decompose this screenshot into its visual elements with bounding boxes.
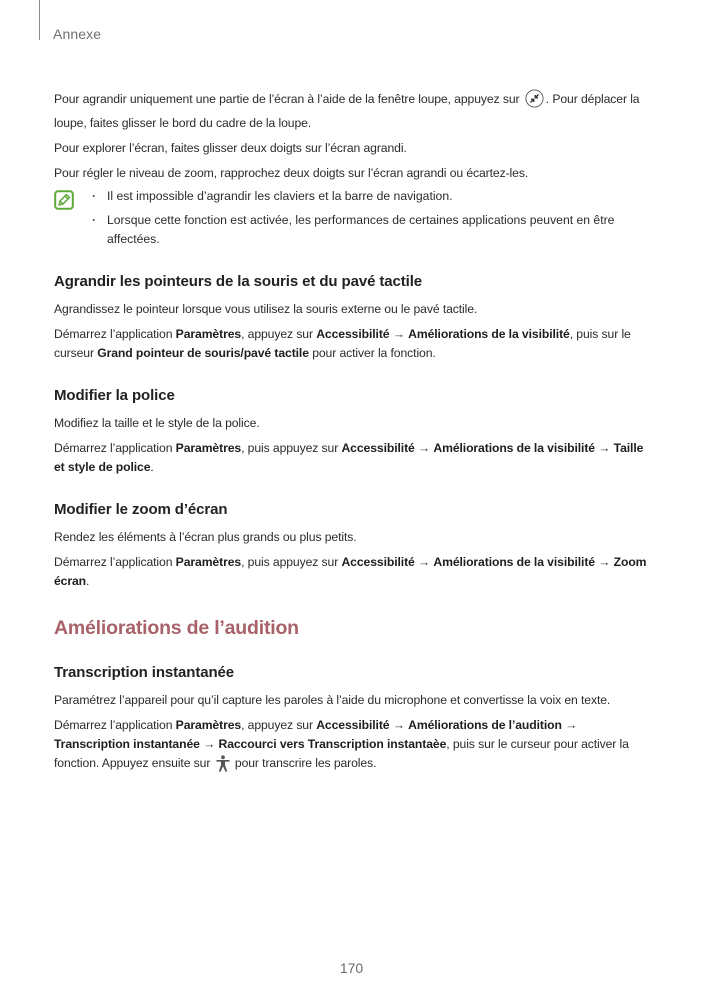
section-steps: Démarrez l’application Paramètres, puis appuyez sur Accessibilité → Améliorations de la visibilité → Zoom écran. [54,555,647,588]
margin-rule [39,0,40,40]
section-heading-font: Modifier la police [54,387,175,404]
chapter-heading-hearing: Améliorations de l’audition [54,617,299,639]
intro-paragraph-1: Pour agrandir uniquement une partie de l’écran à l’aide de la fenêtre loupe, appuyez sur . Pour déplacer la loupe, faites glisser le bord du cadre de la loupe. [54,89,654,133]
note-item: · Il est impossible d’agrandir les claviers et la barre de navigation. [92,187,654,206]
running-head: Annexe [53,26,102,42]
section-heading-screen-zoom: Modifier le zoom d’écran [54,501,228,518]
section-description: Paramétrez l’appareil pour qu’il capture les paroles à l’aide du microphone et convertisse la voix en texte. [54,693,611,707]
collapse-arrows-icon [525,89,544,114]
note-list [54,187,654,249]
note-item: · Lorsque cette fonction est activée, les performances de certaines applications peuvent en être affectées. [92,211,654,249]
page-content [54,89,654,778]
section-description: Modifiez la taille et le style de la police. [54,416,260,430]
accessibility-person-icon [216,755,230,778]
section-description: Agrandissez le pointeur lorsque vous utilisez la souris externe ou le pavé tactile. [54,302,478,316]
section-heading-live-transcribe: Transcription instantanée [54,664,235,681]
note-pencil-icon [54,190,74,215]
section-steps: Démarrez l’application Paramètres, appuyez sur Accessibilité → Améliorations de la visibilité, puis sur le curseur Grand pointeur de souris/pavé tactile pour activer la fonction. [54,327,631,360]
section-heading-mouse-pointer: Agrandir les pointeurs de la souris et du pavé tactile [54,273,423,290]
section-description: Rendez les éléments à l’écran plus grands ou plus petits. [54,530,357,544]
section-steps: Démarrez l’application Paramètres, appuyez sur Accessibilité → Améliorations de l’audition → Transcription instantanée → Raccourci vers Transcription instantaèe, puis sur le curseur pour activer la fonction. Appuyez ensuite sur pour transcrire les paroles. [54,716,654,778]
note-box [54,187,654,249]
page-number: 170 [339,960,364,976]
section-steps: Démarrez l’application Paramètres, puis appuyez sur Accessibilité → Améliorations de la visibilité → Taille et style de police. [54,441,644,474]
intro-paragraph-2: Pour explorer l’écran, faites glisser deux doigts sur l’écran agrandi. [54,141,407,155]
intro-paragraph-3: Pour régler le niveau de zoom, rapprochez deux doigts sur l’écran agrandi ou écartez-les. [54,166,529,180]
